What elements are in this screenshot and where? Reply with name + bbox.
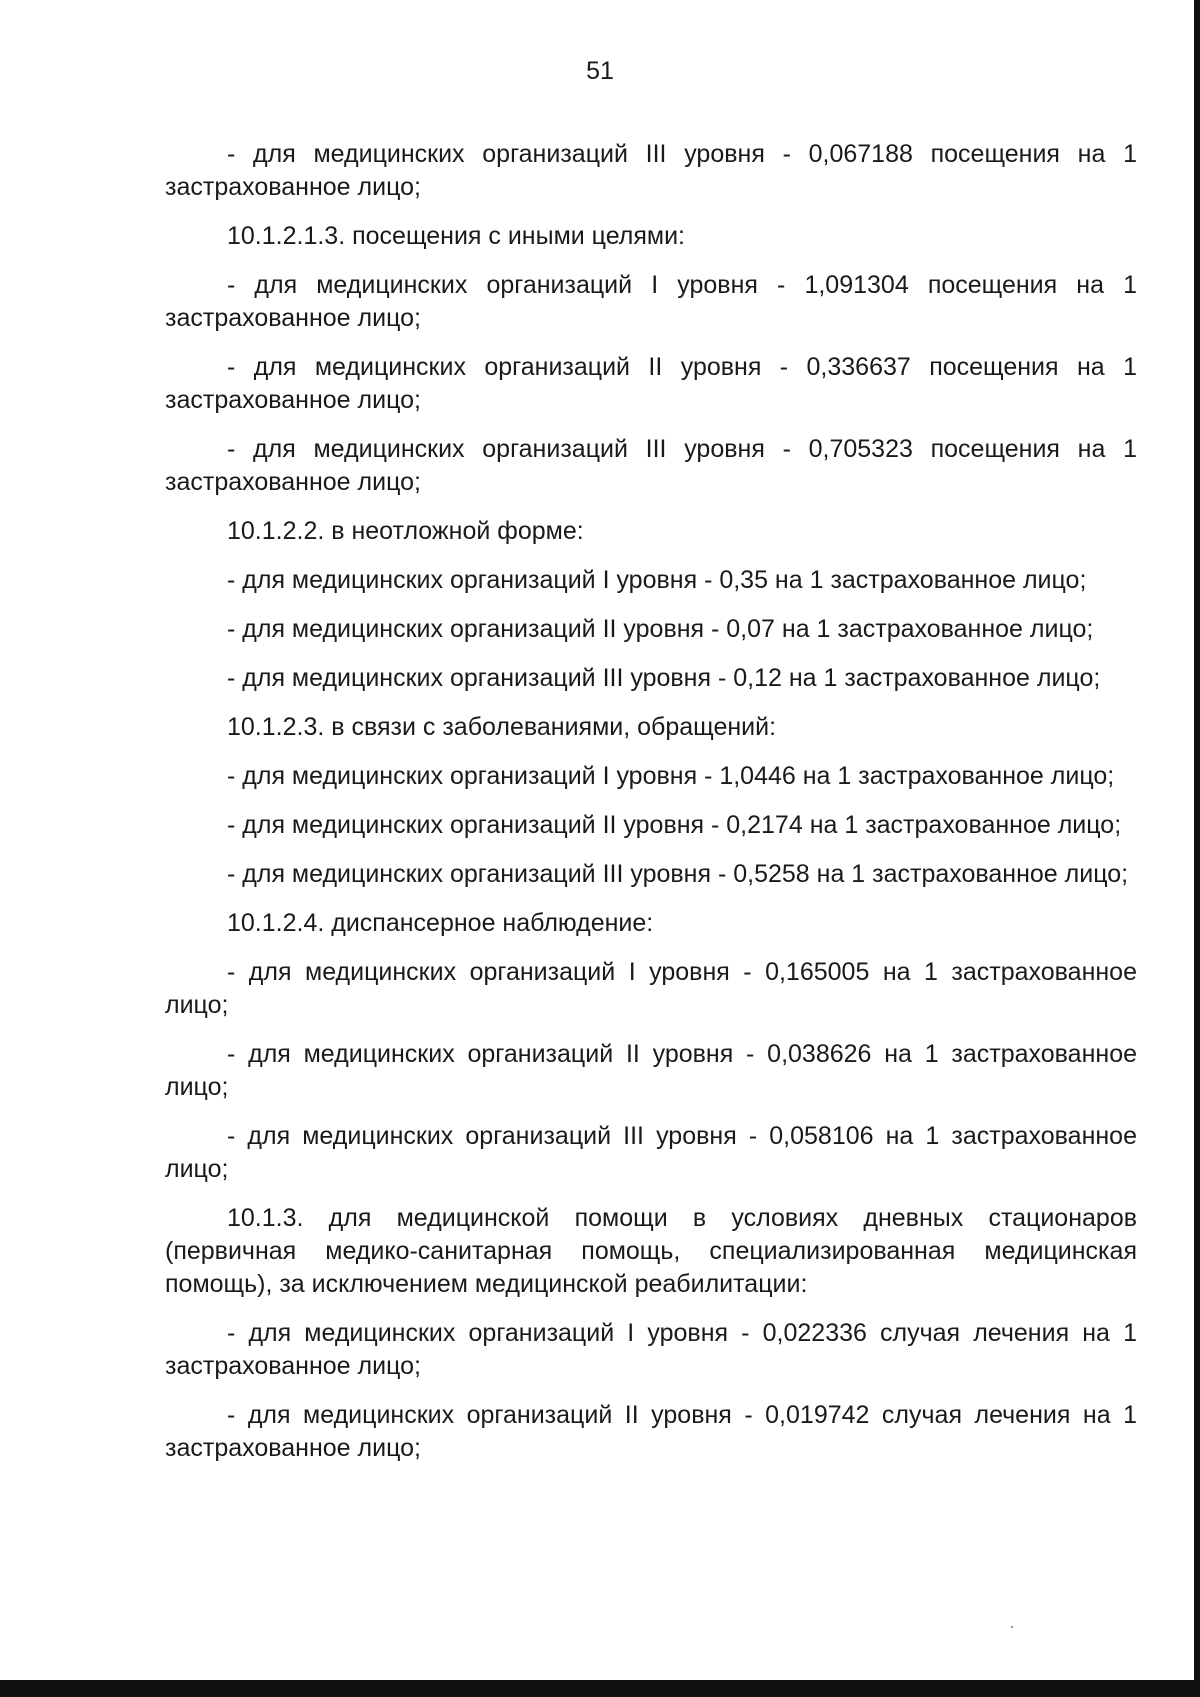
paragraph-other-visits-level1: - для медицинских организаций I уровня - 1,091304 посещения на 1 застрахованное лицо; (165, 271, 1137, 332)
page-number: 51 (586, 57, 614, 85)
paragraph-dispensary-level3: - для медицинских организаций III уровня - 0,058106 на 1 застрахованное лицо; (165, 1122, 1137, 1183)
paragraph-dispensary-level1: - для медицинских организаций I уровня - 0,165005 на 1 застрахованное лицо; (165, 958, 1137, 1019)
paragraph-disease-level3: - для медицинских организаций III уровня - 0,5258 на 1 застрахованное лицо; (227, 860, 1129, 888)
paragraph-other-visits-level2: - для медицинских организаций II уровня - 0,336637 посещения на 1 застрахованное лицо; (165, 353, 1137, 414)
paragraph-disease-level1: - для медицинских организаций I уровня - 1,0446 на 1 застрахованное лицо; (227, 762, 1115, 790)
section-heading-10-1-2-3: 10.1.2.3. в связи с заболеваниями, обращений: (227, 713, 777, 741)
scan-edge-bottom (0, 1680, 1200, 1697)
paragraph-day-hospital-level1: - для медицинских организаций I уровня - 0,022336 случая лечения на 1 застрахованное лицо; (165, 1319, 1137, 1380)
section-heading-10-1-2-1-3: 10.1.2.1.3. посещения с иными целями: (227, 222, 686, 250)
paragraph-other-visits-level3: - для медицинских организаций III уровня - 0,705323 посещения на 1 застрахованное лицо; (165, 435, 1137, 496)
paragraph-urgent-level1: - для медицинских организаций I уровня - 0,35 на 1 застрахованное лицо; (227, 566, 1087, 594)
paragraph-day-hospital-level2: - для медицинских организаций II уровня - 0,019742 случая лечения на 1 застрахованное лицо; (165, 1401, 1137, 1462)
paragraph-disease-level2: - для медицинских организаций II уровня - 0,2174 на 1 застрахованное лицо; (227, 811, 1122, 839)
paragraph-visits-level3: - для медицинских организаций III уровня - 0,067188 посещения на 1 застрахованное лицо; (165, 140, 1137, 201)
section-heading-10-1-2-4: 10.1.2.4. диспансерное наблюдение: (227, 909, 654, 937)
document-body (165, 138, 1137, 1481)
scan-edge-right (1194, 0, 1200, 1680)
paragraph-urgent-level3: - для медицинских организаций III уровня - 0,12 на 1 застрахованное лицо; (227, 664, 1101, 692)
paragraph-day-hospital: 10.1.3. для медицинской помощи в условиях дневных стационаров (первичная медико-санитарная помощь, специализированная медицинская помощь), за исключением медицинской реабилитации: (165, 1204, 1137, 1298)
paragraph-dispensary-level2: - для медицинских организаций II уровня - 0,038626 на 1 застрахованное лицо; (165, 1040, 1137, 1101)
section-heading-10-1-2-2: 10.1.2.2. в неотложной форме: (227, 517, 584, 545)
scan-speck (1011, 1626, 1013, 1628)
paragraph-urgent-level2: - для медицинских организаций II уровня - 0,07 на 1 застрахованное лицо; (227, 615, 1094, 643)
